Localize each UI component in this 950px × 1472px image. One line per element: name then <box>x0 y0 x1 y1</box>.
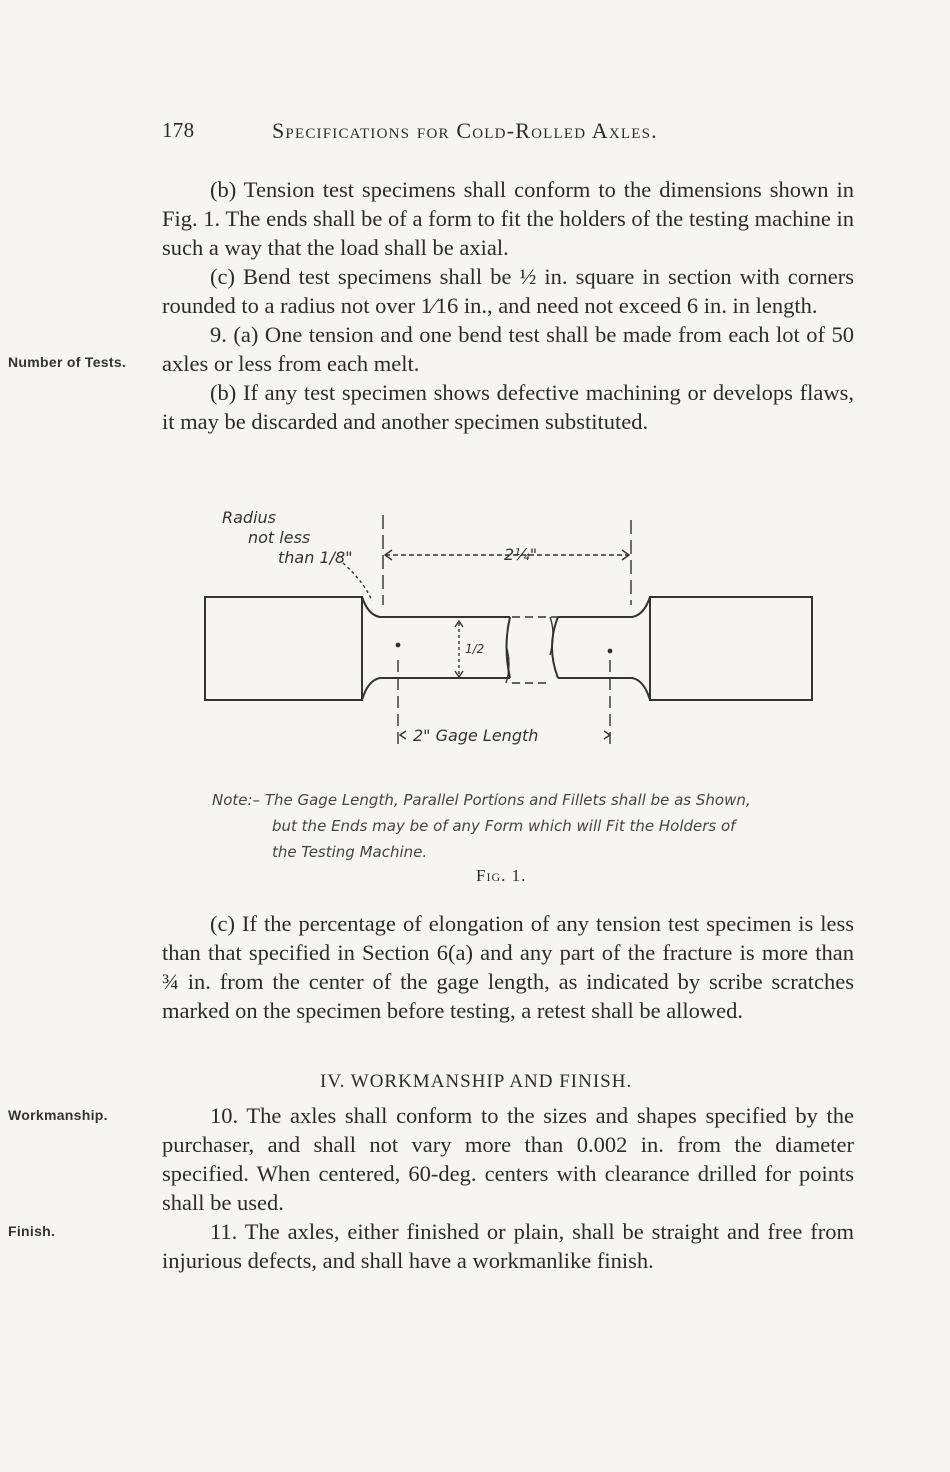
diameter-label: 1/2 <box>465 642 485 656</box>
figure-note-line-3: the Testing Machine. <box>272 843 428 861</box>
figure-note-line-2: but the Ends may be of any Form which will Fit the Holders of <box>272 817 736 835</box>
paragraph-9b: (b) If any test specimen shows defective machining or develops flaws, it may be discarded and another specimen substituted. <box>162 380 854 434</box>
paragraph-10: 10. The axles shall conform to the sizes and shapes specified by the purchaser, and shall not vary more than 0.002 in. from the diameter specified. When centered, 60-deg. centers with clearance drilled for points shall be used. <box>162 1103 854 1215</box>
text-block-middle <box>162 909 854 1025</box>
right-lower-fillet <box>558 678 650 700</box>
gage-mark-right <box>608 649 613 654</box>
margin-note-workmanship: Workmanship. <box>8 1107 108 1123</box>
paragraph-c-bend: (c) Bend test specimens shall be ½ in. square in section with corners rounded to a radius not over 1⁄16 in., and need not exceed 6 in. in length. <box>162 264 854 318</box>
left-lower-fillet <box>362 678 510 700</box>
gage-mark-left <box>396 643 401 648</box>
page-number: 178 <box>162 118 195 142</box>
figure-note <box>212 787 812 865</box>
left-end-block <box>205 597 362 700</box>
paragraph-9a: 9. (a) One tension and one bend test shall be made from each lot of 50 axles or less from each melt. <box>162 322 854 376</box>
radius-label-2: not less <box>248 528 311 547</box>
paragraph-9c: (c) If the percentage of elongation of any tension test specimen is less than that specified in Section 6(a) and any part of the fracture is more than ¾ in. from the center of the gage length, as indicated by scribe scratches marked on the specimen before testing, a retest shall be allowed. <box>162 911 854 1023</box>
gage-length-label: 2" Gage Length <box>413 726 539 745</box>
text-block-10 <box>162 1101 854 1217</box>
figure-caption: Fig. 1. <box>476 866 527 885</box>
right-end-block <box>650 597 812 700</box>
figure-note-line-1: Note:– The Gage Length, Parallel Portions and Fillets shall be as Shown, <box>212 791 751 809</box>
length-dimension-label: 2¼" <box>504 545 538 564</box>
text-block-11 <box>162 1217 854 1275</box>
fracture-hatch <box>506 617 553 683</box>
left-upper-fillet <box>362 597 510 617</box>
specimen-diagram <box>200 505 820 765</box>
radius-leader <box>343 563 372 601</box>
margin-note-number-of-tests: Number of Tests. <box>8 354 127 370</box>
margin-note-finish: Finish. <box>8 1223 56 1239</box>
radius-label-1: Radius <box>222 508 276 527</box>
figure-1-drawing <box>200 505 820 765</box>
radius-label-3: than 1/8" <box>278 548 353 567</box>
paragraph-b-tension: (b) Tension test specimens shall conform to the dimensions shown in Fig. 1. The ends shall be of a form to fit the holders of the testing machine in such a way that the load shall be axial. <box>162 177 854 260</box>
section-heading: IV. WORKMANSHIP AND FINISH. <box>320 1071 633 1092</box>
right-upper-fillet <box>558 597 650 617</box>
text-block-top <box>162 175 854 436</box>
paragraph-11: 11. The axles, either finished or plain, shall be straight and free from injurious defects, and shall have a workmanlike finish. <box>162 1219 854 1273</box>
running-title: Specifications for Cold-Rolled Axles. <box>272 118 658 143</box>
